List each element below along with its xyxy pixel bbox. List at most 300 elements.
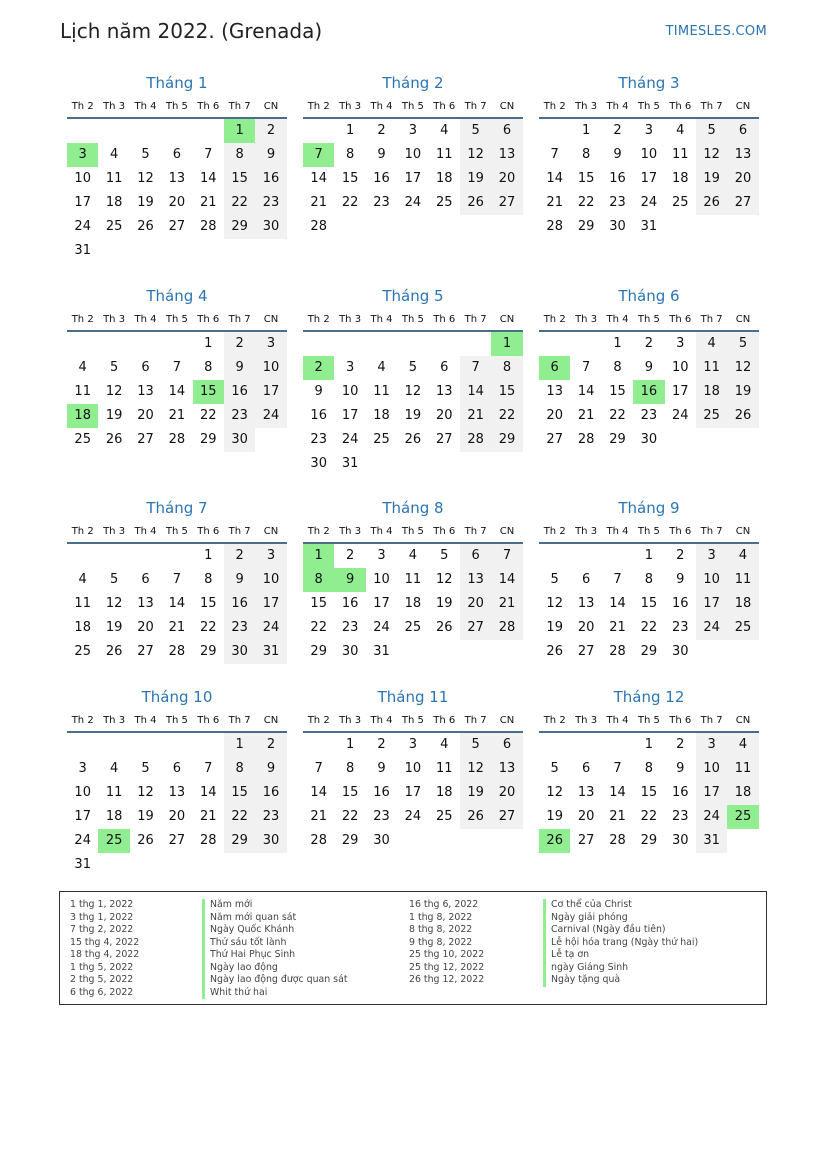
- day-cell: 5: [550, 572, 559, 587]
- weekday-label: Th 6: [669, 314, 692, 325]
- day-cell: 20: [491, 781, 522, 805]
- month-calendar: [67, 73, 287, 263]
- day-cell: 17: [640, 171, 658, 186]
- day-cell: 15: [341, 171, 359, 186]
- day-cell: 8: [581, 147, 591, 162]
- day-cell: 15: [310, 596, 327, 611]
- weekday-label: Th 5: [637, 101, 660, 112]
- day-cell: 11: [727, 757, 758, 781]
- holiday-day: 1: [491, 332, 522, 356]
- day-cell: 8: [204, 360, 213, 375]
- day-cell: 19: [460, 781, 491, 805]
- day-cell: 30: [341, 644, 359, 659]
- holiday-day: 2: [303, 356, 334, 380]
- day-cell: 12: [404, 384, 422, 399]
- day-cell: 22: [341, 809, 359, 824]
- day-cell: 31: [74, 243, 91, 258]
- weekday-label: Th 7: [228, 314, 251, 325]
- legend-date: 3 thg 1, 2022: [70, 911, 134, 923]
- legend-holiday-name: Carnival (Ngày đầu tiên): [543, 924, 698, 937]
- day-cell: 8: [491, 356, 522, 380]
- day-cell: 25: [435, 195, 453, 210]
- day-cell: 8: [613, 360, 622, 375]
- day-cell: 5: [109, 360, 119, 375]
- day-cell: 28: [577, 432, 595, 447]
- weekday-label: Th 6: [433, 715, 456, 726]
- empty-cell: [303, 332, 334, 356]
- day-cell: 4: [727, 733, 758, 757]
- day-cell: 2: [377, 123, 386, 138]
- weekday-label: Th 5: [165, 314, 188, 325]
- weekday-header: [303, 522, 523, 544]
- empty-cell: [366, 332, 397, 356]
- day-cell: 10: [373, 572, 390, 587]
- day-cell: 6: [141, 360, 150, 375]
- day-cell: 24: [696, 616, 727, 640]
- month-calendar: [539, 286, 759, 452]
- day-grid: [539, 119, 759, 239]
- legend-date: 8 thg 8, 2022: [409, 924, 473, 935]
- day-cell: 29: [224, 215, 255, 239]
- day-cell: 23: [373, 809, 390, 824]
- day-cell: 15: [609, 384, 626, 399]
- day-cell: 17: [255, 592, 286, 616]
- weekday-label: Th 2: [543, 101, 566, 112]
- day-cell: 26: [137, 219, 154, 234]
- weekday-header: [67, 97, 287, 119]
- day-cell: 2: [255, 733, 286, 757]
- day-cell: 12: [546, 596, 563, 611]
- day-cell: 26: [460, 805, 491, 829]
- day-cell: 19: [137, 809, 154, 824]
- day-cell: 7: [172, 572, 181, 587]
- day-cell: 24: [74, 833, 91, 848]
- empty-cell: [570, 332, 601, 356]
- weekday-label: Th 4: [134, 715, 157, 726]
- weekday-header: [67, 310, 287, 332]
- day-cell: 10: [640, 147, 658, 162]
- day-cell: 21: [546, 195, 563, 210]
- holiday-day: 26: [539, 829, 570, 853]
- day-cell: 14: [310, 785, 327, 800]
- empty-cell: [397, 332, 428, 356]
- day-cell: 27: [460, 616, 491, 640]
- empty-cell: [602, 544, 633, 568]
- day-cell: 25: [105, 219, 123, 234]
- legend-holiday-name: Lễ tạ ơn: [543, 949, 698, 962]
- day-cell: 12: [696, 143, 727, 167]
- day-cell: 7: [204, 761, 213, 776]
- weekday-label: Th 7: [700, 101, 723, 112]
- day-grid: [303, 332, 523, 476]
- empty-cell: [303, 119, 334, 143]
- day-cell: 21: [168, 408, 186, 423]
- day-cell: 20: [460, 592, 491, 616]
- weekday-label: Th 7: [700, 314, 723, 325]
- weekday-label: Th 6: [197, 101, 220, 112]
- day-cell: 29: [640, 833, 658, 848]
- day-cell: 19: [727, 380, 758, 404]
- day-cell: 15: [199, 596, 217, 611]
- empty-cell: [602, 733, 633, 757]
- weekday-label: Th 3: [339, 101, 362, 112]
- day-cell: 27: [168, 833, 186, 848]
- day-cell: 18: [74, 620, 91, 635]
- day-cell: 21: [168, 620, 186, 635]
- day-cell: 9: [224, 356, 255, 380]
- day-cell: 10: [255, 568, 286, 592]
- day-cell: 23: [255, 191, 286, 215]
- day-cell: 24: [255, 404, 286, 428]
- day-cell: 27: [137, 432, 154, 447]
- day-cell: 24: [640, 195, 658, 210]
- holiday-day: 1: [303, 544, 334, 568]
- day-cell: 7: [172, 360, 181, 375]
- day-cell: 1: [581, 123, 591, 138]
- day-grid: [539, 544, 759, 664]
- weekday-label: Th 4: [606, 526, 629, 537]
- day-cell: 15: [577, 171, 595, 186]
- empty-cell: [130, 332, 161, 356]
- day-cell: 12: [105, 384, 123, 399]
- day-cell: 22: [199, 408, 217, 423]
- day-cell: 4: [78, 572, 87, 587]
- weekday-label: Th 6: [669, 715, 692, 726]
- day-cell: 12: [546, 785, 563, 800]
- day-cell: 3: [255, 332, 286, 356]
- weekday-label: Th 3: [103, 526, 126, 537]
- weekday-label: Th 3: [103, 715, 126, 726]
- day-cell: 28: [310, 219, 327, 234]
- holiday-day: 25: [98, 829, 129, 853]
- legend-holiday-name: Năm mới quan sát: [202, 912, 348, 925]
- day-cell: 23: [609, 195, 626, 210]
- day-cell: 25: [74, 432, 91, 447]
- day-cell: 2: [345, 548, 355, 563]
- day-cell: 3: [696, 733, 727, 757]
- weekday-header: [303, 97, 523, 119]
- holiday-day: 15: [193, 380, 224, 404]
- day-cell: 6: [460, 544, 491, 568]
- day-cell: 26: [696, 191, 727, 215]
- weekday-label: Th 3: [103, 314, 126, 325]
- day-cell: 17: [696, 781, 727, 805]
- day-cell: 25: [404, 620, 422, 635]
- day-cell: 27: [137, 644, 154, 659]
- weekday-label: Th 4: [134, 526, 157, 537]
- day-cell: 20: [727, 167, 758, 191]
- empty-cell: [539, 119, 570, 143]
- day-cell: 28: [199, 833, 217, 848]
- day-cell: 5: [440, 548, 449, 563]
- day-cell: 19: [404, 408, 422, 423]
- day-cell: 19: [546, 809, 563, 824]
- day-cell: 14: [609, 785, 626, 800]
- day-cell: 9: [676, 572, 685, 587]
- day-cell: 24: [404, 809, 422, 824]
- day-cell: 3: [345, 360, 355, 375]
- day-cell: 8: [345, 761, 355, 776]
- weekday-label: Th 3: [575, 526, 598, 537]
- weekday-label: Th 4: [370, 526, 393, 537]
- day-cell: 23: [224, 404, 255, 428]
- empty-cell: [334, 332, 365, 356]
- day-cell: 20: [577, 809, 595, 824]
- day-cell: 2: [377, 737, 386, 752]
- day-cell: 25: [727, 616, 758, 640]
- empty-cell: [161, 544, 192, 568]
- day-cell: 12: [137, 785, 154, 800]
- day-grid: [67, 119, 287, 263]
- weekday-label: Th 4: [370, 101, 393, 112]
- day-cell: 18: [373, 408, 390, 423]
- day-cell: 8: [204, 572, 213, 587]
- weekday-label: Th 7: [464, 314, 487, 325]
- empty-cell: [460, 332, 491, 356]
- day-cell: 24: [404, 195, 422, 210]
- legend-date: 2 thg 5, 2022: [70, 974, 134, 985]
- weekday-label: Th 5: [165, 526, 188, 537]
- day-cell: 24: [671, 408, 689, 423]
- month-title: Tháng 6: [618, 287, 680, 305]
- day-cell: 10: [255, 356, 286, 380]
- weekday-label: Th 3: [339, 314, 362, 325]
- empty-cell: [539, 733, 570, 757]
- day-cell: 19: [137, 195, 154, 210]
- day-grid: [67, 332, 287, 452]
- day-cell: 3: [644, 123, 653, 138]
- day-cell: 4: [377, 360, 386, 375]
- day-cell: 25: [696, 404, 727, 428]
- day-cell: 18: [435, 171, 453, 186]
- day-cell: 7: [581, 360, 591, 375]
- day-cell: 2: [224, 544, 255, 568]
- day-cell: 31: [696, 829, 727, 853]
- weekday-label: Th 6: [433, 101, 456, 112]
- legend-holiday-name: Cơ thể của Christ: [543, 899, 698, 912]
- holiday-day: 18: [67, 404, 98, 428]
- day-cell: 15: [341, 785, 359, 800]
- day-cell: 30: [671, 833, 689, 848]
- day-cell: 29: [199, 432, 217, 447]
- day-cell: 21: [310, 809, 327, 824]
- day-cell: 21: [577, 408, 595, 423]
- day-cell: 15: [640, 596, 658, 611]
- day-cell: 20: [577, 620, 595, 635]
- legend-date: 15 thg 4, 2022: [70, 936, 140, 948]
- weekday-label: Th 5: [401, 715, 424, 726]
- day-cell: 10: [696, 757, 727, 781]
- day-cell: 26: [546, 644, 563, 659]
- day-cell: 13: [727, 143, 758, 167]
- day-cell: 17: [404, 785, 422, 800]
- day-cell: 3: [408, 123, 417, 138]
- day-cell: 13: [577, 596, 595, 611]
- weekday-label: Th 7: [464, 101, 487, 112]
- day-cell: 26: [404, 432, 422, 447]
- weekday-label: Th 2: [71, 715, 94, 726]
- day-cell: 9: [224, 568, 255, 592]
- weekday-label: Th 2: [71, 314, 94, 325]
- weekday-label: Th 7: [228, 101, 251, 112]
- day-cell: 9: [676, 761, 685, 776]
- day-cell: 11: [74, 596, 91, 611]
- day-cell: 23: [671, 809, 689, 824]
- day-cell: 25: [435, 809, 453, 824]
- weekday-header: [539, 97, 759, 119]
- month-calendar: [67, 498, 287, 664]
- day-cell: 30: [640, 432, 658, 447]
- day-cell: 31: [341, 456, 359, 471]
- month-calendar: [539, 498, 759, 664]
- day-cell: 30: [671, 644, 689, 659]
- weekday-label: Th 7: [464, 715, 487, 726]
- day-cell: 17: [404, 171, 422, 186]
- legend-date: 1 thg 5, 2022: [70, 961, 134, 973]
- day-cell: 26: [105, 644, 123, 659]
- weekday-label: CN: [263, 715, 279, 726]
- weekday-label: CN: [499, 314, 515, 325]
- day-cell: 23: [373, 195, 390, 210]
- legend-holiday-name: ngày Giáng Sinh: [543, 962, 698, 975]
- day-cell: 1: [224, 733, 255, 757]
- day-grid: [67, 733, 287, 877]
- day-cell: 22: [224, 805, 255, 829]
- day-cell: 2: [676, 737, 685, 752]
- month-title: Tháng 11: [377, 688, 449, 706]
- day-cell: 20: [546, 408, 563, 423]
- day-cell: 27: [577, 644, 595, 659]
- day-cell: 6: [440, 360, 449, 375]
- day-cell: 14: [199, 171, 217, 186]
- empty-cell: [161, 119, 192, 143]
- day-cell: 14: [460, 380, 491, 404]
- day-cell: 7: [613, 761, 622, 776]
- legend-date: 25 thg 10, 2022: [409, 949, 485, 960]
- day-cell: 31: [373, 644, 390, 659]
- holiday-day: 1: [224, 119, 255, 143]
- empty-cell: [98, 733, 129, 757]
- day-cell: 8: [224, 757, 255, 781]
- day-cell: 13: [137, 384, 154, 399]
- weekday-label: Th 5: [637, 314, 660, 325]
- empty-cell: [539, 332, 570, 356]
- empty-cell: [67, 119, 98, 143]
- day-cell: 9: [314, 384, 323, 399]
- day-grid: [303, 119, 523, 239]
- day-cell: 16: [224, 380, 255, 404]
- empty-cell: [161, 332, 192, 356]
- weekday-header: [539, 522, 759, 544]
- day-cell: 23: [255, 805, 286, 829]
- weekday-label: CN: [263, 526, 279, 537]
- legend-date: 1 thg 8, 2022: [409, 911, 473, 923]
- day-cell: 12: [460, 757, 491, 781]
- empty-cell: [303, 733, 334, 757]
- legend-date: 7 thg 2, 2022: [70, 924, 134, 935]
- day-cell: 15: [640, 785, 658, 800]
- holiday-day: 8: [303, 568, 334, 592]
- legend-date: 26 thg 12, 2022: [409, 974, 485, 985]
- holiday-day: 16: [633, 380, 664, 404]
- legend-holiday-name: Lễ hội hóa trang (Ngày thứ hai): [543, 937, 698, 950]
- day-cell: 24: [341, 432, 359, 447]
- day-cell: 14: [577, 384, 595, 399]
- day-cell: 24: [696, 805, 727, 829]
- day-cell: 13: [546, 384, 563, 399]
- day-cell: 10: [74, 785, 91, 800]
- weekday-label: Th 3: [339, 526, 362, 537]
- day-cell: 13: [168, 171, 186, 186]
- day-grid: [67, 544, 287, 664]
- legend-dates-left: [70, 899, 139, 999]
- day-cell: 3: [78, 761, 87, 776]
- month-calendar: [67, 286, 287, 452]
- day-cell: 13: [137, 596, 154, 611]
- day-cell: 13: [435, 384, 453, 399]
- day-cell: 27: [491, 191, 522, 215]
- day-cell: 3: [255, 544, 286, 568]
- day-cell: 21: [199, 195, 217, 210]
- day-cell: 4: [696, 332, 727, 356]
- day-cell: 18: [727, 592, 758, 616]
- month-title: Tháng 10: [141, 688, 213, 706]
- month-calendar: [303, 687, 523, 853]
- day-cell: 23: [341, 620, 359, 635]
- day-cell: 7: [491, 544, 522, 568]
- weekday-label: Th 2: [71, 101, 94, 112]
- day-cell: 11: [105, 171, 123, 186]
- legend-holiday-name: Ngày tặng quà: [543, 974, 698, 987]
- month-calendar: [539, 687, 759, 853]
- day-cell: 18: [105, 195, 123, 210]
- day-cell: 1: [204, 336, 213, 351]
- day-cell: 18: [105, 809, 123, 824]
- day-cell: 19: [105, 620, 123, 635]
- day-cell: 6: [491, 119, 522, 143]
- day-cell: 6: [727, 119, 758, 143]
- day-cell: 19: [435, 596, 453, 611]
- day-cell: 28: [460, 428, 491, 452]
- day-cell: 14: [199, 785, 217, 800]
- weekday-label: Th 6: [669, 101, 692, 112]
- weekday-label: Th 7: [228, 526, 251, 537]
- day-cell: 30: [373, 833, 390, 848]
- day-cell: 6: [172, 147, 181, 162]
- month-calendar: [67, 687, 287, 877]
- day-cell: 4: [727, 544, 758, 568]
- day-cell: 4: [676, 123, 685, 138]
- weekday-label: Th 6: [669, 526, 692, 537]
- day-cell: 20: [168, 195, 186, 210]
- legend-date: 16 thg 6, 2022: [409, 899, 479, 910]
- site-link[interactable]: TIMESLES.COM: [665, 24, 767, 39]
- day-cell: 10: [404, 761, 422, 776]
- day-cell: 27: [491, 805, 522, 829]
- empty-cell: [429, 332, 460, 356]
- day-cell: 26: [460, 191, 491, 215]
- day-cell: 28: [310, 833, 327, 848]
- day-cell: 16: [671, 785, 689, 800]
- day-cell: 29: [310, 644, 327, 659]
- day-cell: 13: [491, 757, 522, 781]
- empty-cell: [570, 733, 601, 757]
- empty-cell: [539, 544, 570, 568]
- day-cell: 15: [224, 167, 255, 191]
- month-title: Tháng 8: [382, 499, 444, 517]
- day-cell: 8: [644, 761, 653, 776]
- day-cell: 6: [141, 572, 150, 587]
